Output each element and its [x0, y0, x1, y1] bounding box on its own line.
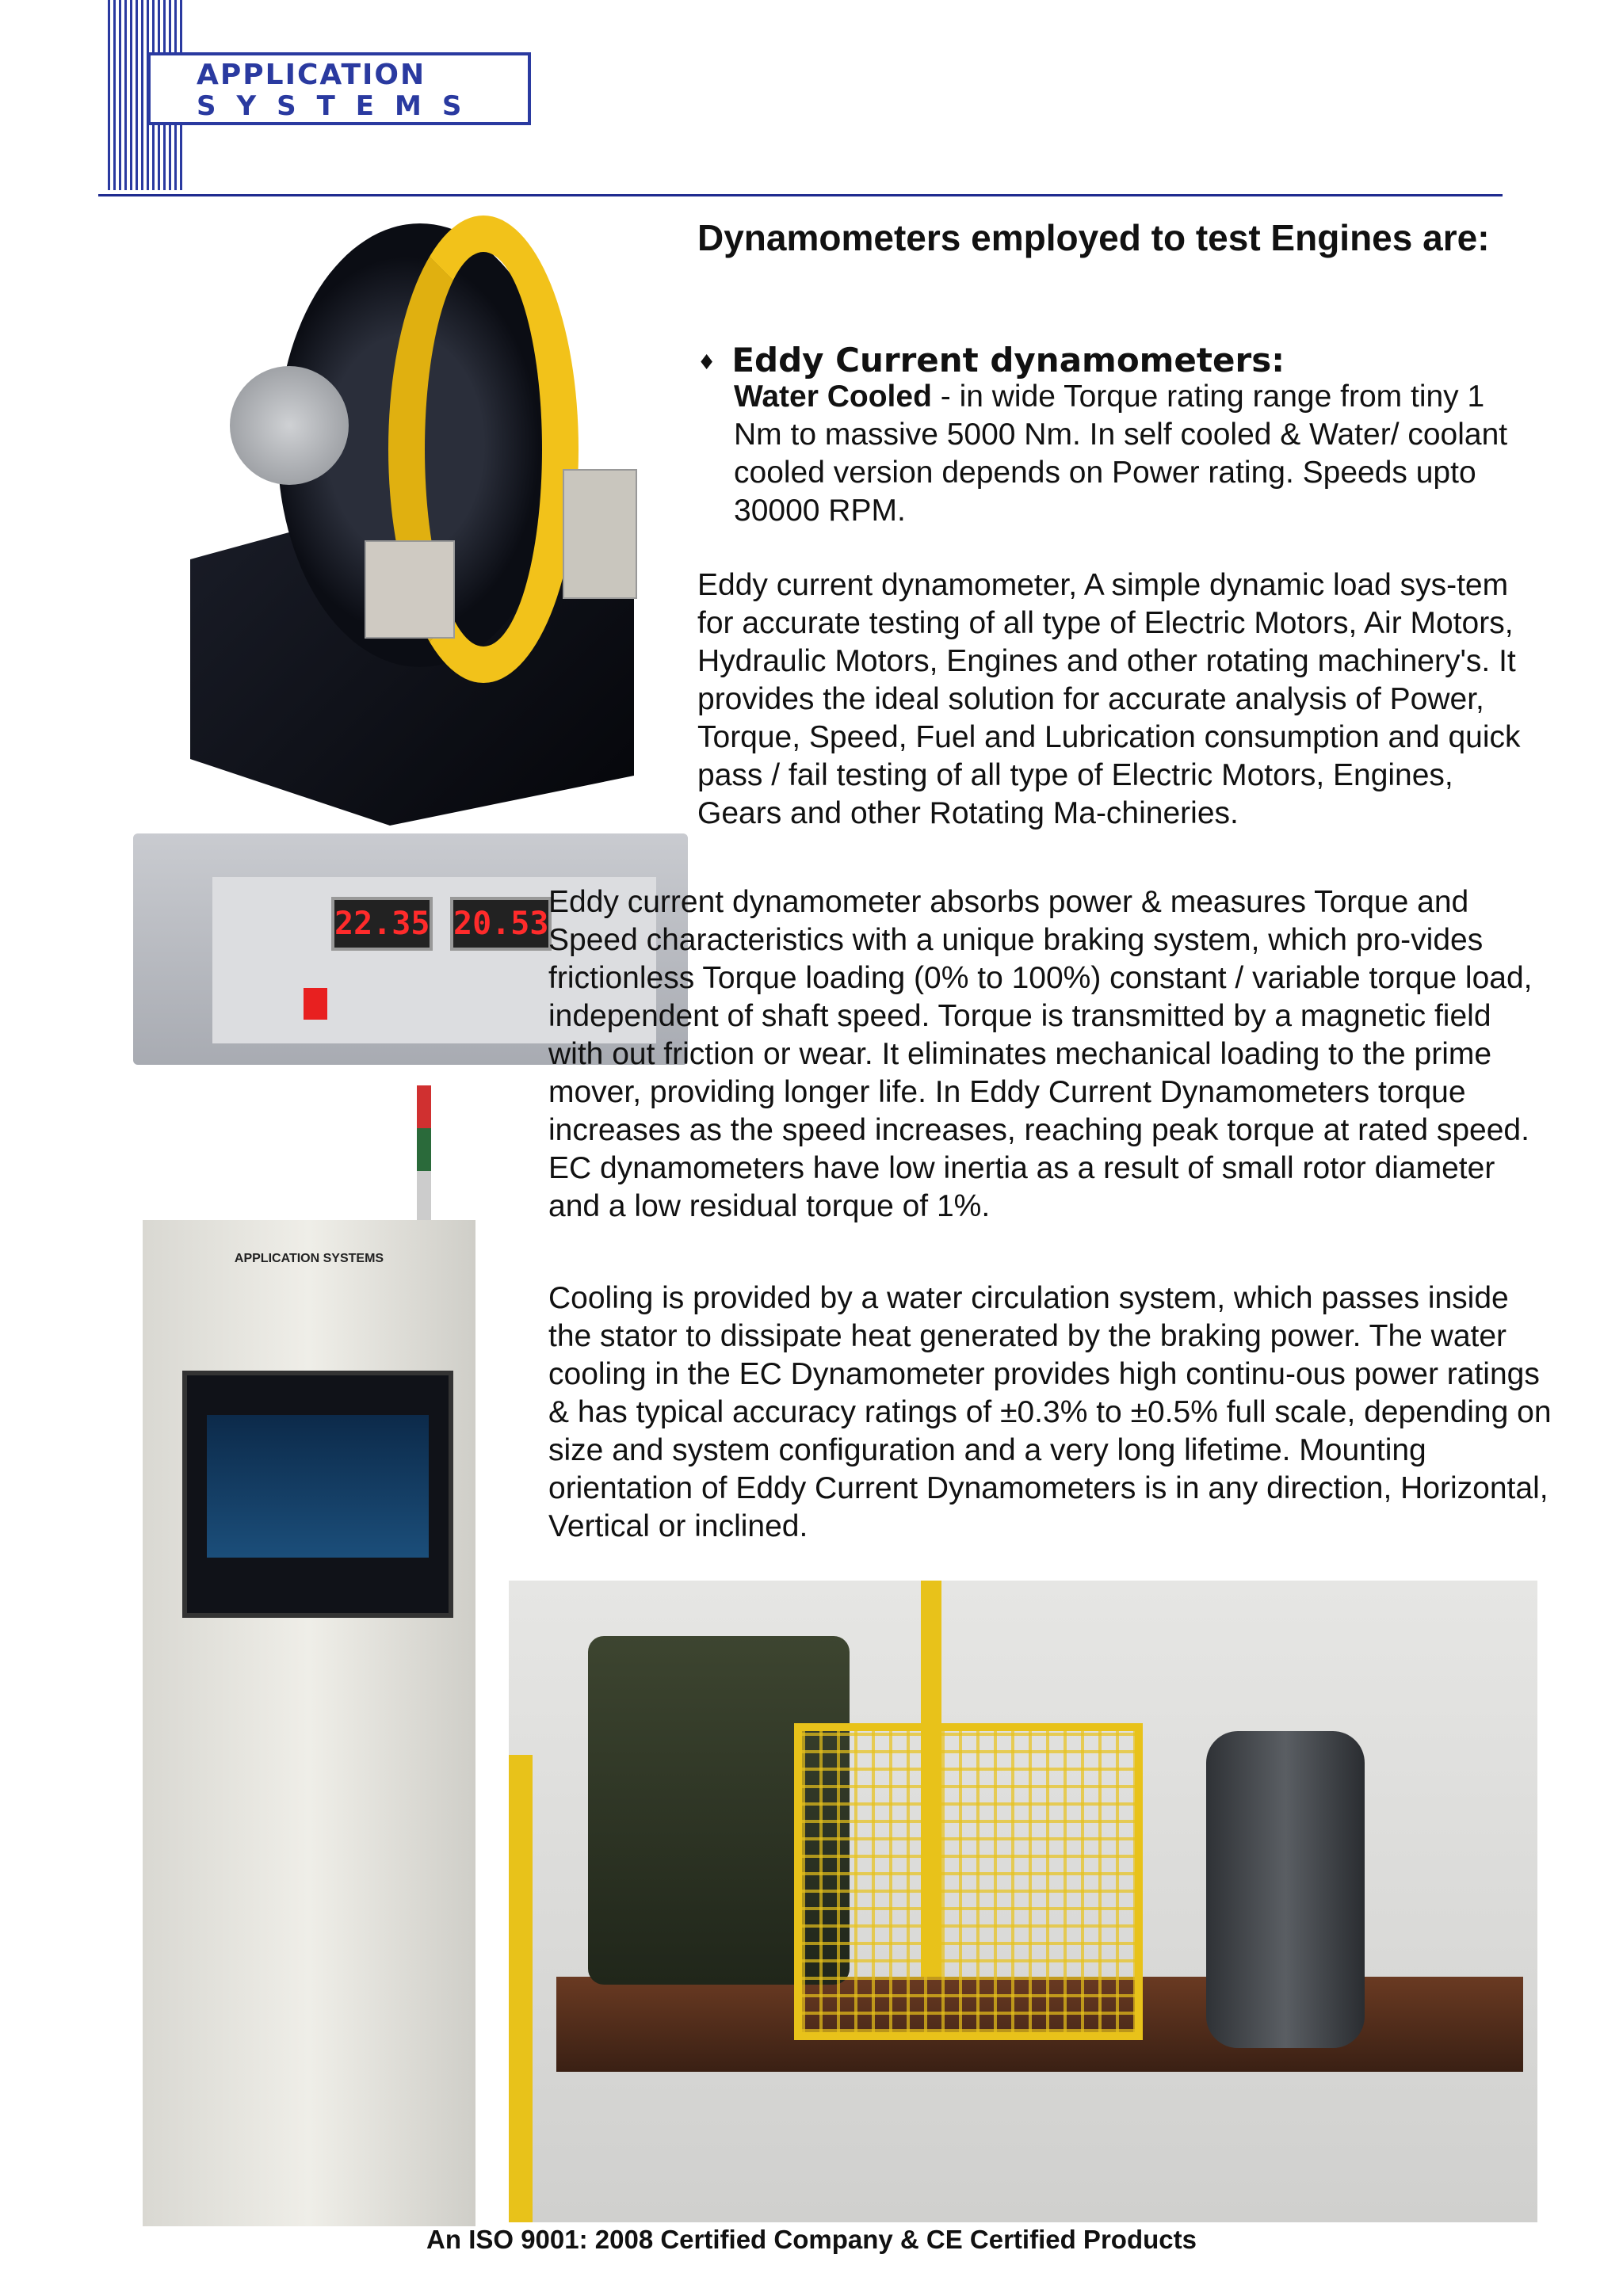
cabinet-label: APPLICATION SYSTEMS [234, 1252, 384, 1265]
logo-line-1: APPLICATION [197, 59, 426, 91]
control-panel-cabinet-photo [143, 1085, 475, 2226]
logo-line-2: SYSTEMS [197, 90, 483, 122]
controller-display-1: 22.35 [331, 897, 433, 951]
paragraph-intro: Eddy current dynamometer, A simple dynamic load sys-tem for accurate testing of all type of Electric Motors, Air Motors, Hydraulic Motors, Engines and other rotating machinery's. It provides the ideal solution for accurate analysis of Power, Torque, Speed, Fuel and Lubrication consumption and quick pass / fail testing of all type of Electric Motors, Engines, Gears and other Rotating Ma-chineries. [697, 568, 1521, 830]
engine-test-rig-photo [509, 1581, 1537, 2222]
footer-certification: An ISO 9001: 2008 Certified Company & CE Certified Products [426, 2225, 1197, 2254]
page-heading: Dynamometers employed to test Engines are: [697, 217, 1490, 258]
bullet-description [734, 378, 1526, 530]
eddy-current-dynamometer-photo [135, 208, 705, 826]
header-rule [98, 194, 1503, 196]
bullet-title-row [697, 341, 1490, 383]
company-logo [108, 0, 536, 190]
diamond-bullet-icon: ♦ [697, 350, 716, 375]
paragraph-cooling: Cooling is provided by a water circulation system, which passes inside the stator to dissipate heat generated by the braking power. The water cooling in the EC Dynamometer provides high continu-ous power ratings & has typical accuracy ratings of ±0.3% to ±0.5% full scale, depending on size and system configuration and a very long lifetime. Mounting orientation of Eddy Current Dynamometers is in any direction, Horizontal, Vertical or inclined. [548, 1281, 1552, 1543]
bullet-lead: Water Cooled [734, 379, 932, 414]
paragraph-absorption: Eddy current dynamometer absorbs power & measures Torque and Speed characteristics with a unique braking system, which pro-vides frictionless Torque loading (0% to 100%) constant / variable torque load, independent of shaft speed. Torque is transmitted by a magnetic field with out friction or wear. It eliminates mechanical loading to the prime mover, providing longer life. In Eddy Current Dynamometers torque increases as the speed increases, reaching peak torque at rated speed. EC dynamometers have low inertia as a result of small rotor diameter and a low residual torque of 1%. [548, 885, 1533, 1223]
bullet-body: - in wide Torque rating range from tiny 1 Nm to massive 5000 Nm. In self cooled & Water/ coolant cooled version depends on Power rating. Speeds upto 30000 RPM. [734, 379, 1508, 528]
logo-box [147, 52, 531, 125]
bullet-title: Eddy Current dynamometers: [731, 341, 1285, 379]
controller-display-2: 20.53 [450, 897, 552, 951]
